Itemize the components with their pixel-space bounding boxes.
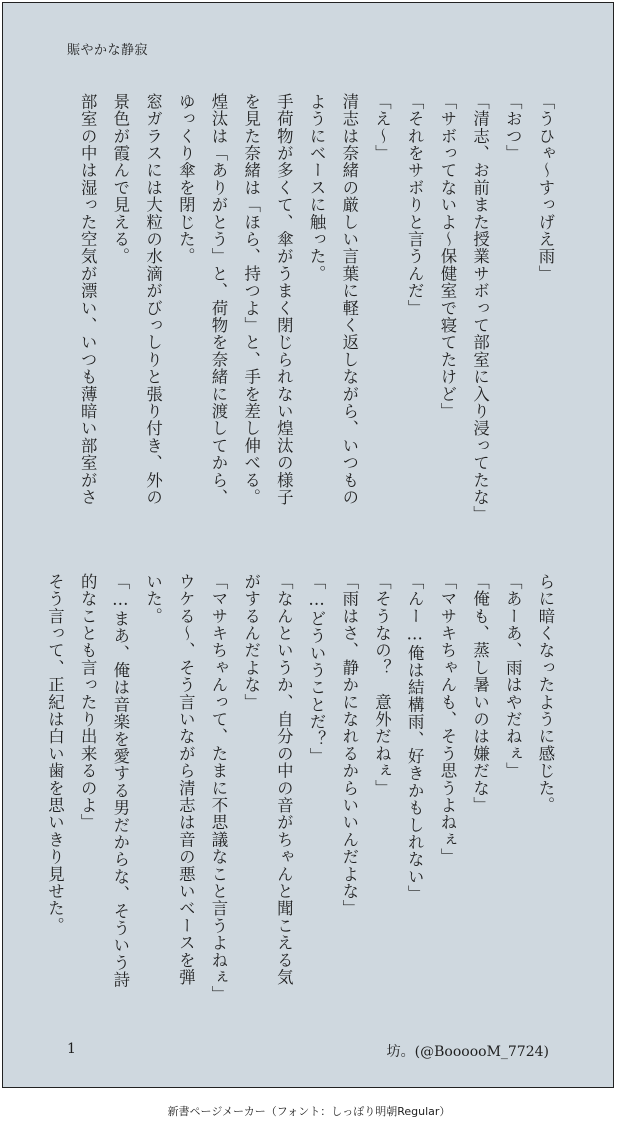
text-line: 窓ガラスには大粒の水滴がびっしりと張り付き、外の — [143, 93, 163, 506]
text-line: 「え〜」 — [372, 93, 392, 162]
text-line: 「そうなの？ 意外だねぇ」 — [372, 573, 392, 797]
generator-caption: 新書ページメーカー（フォント：しっぽり明朝Regular） — [167, 1105, 451, 1118]
text-line: 「あーあ、雨はやだねぇ」 — [503, 573, 523, 780]
text-line: 「うひゃ〜すっげえ雨」 — [536, 93, 555, 283]
text-line: 的なことも言ったり出来るのよ」 — [78, 573, 98, 831]
text-line: 「サボってないよ〜保健室で寝てたけど」 — [437, 93, 457, 420]
text-line: 煌汰は「ありがとう」と、荷物を奈緒に渡してから、 — [208, 93, 228, 506]
text-line: 「清志、お前また授業サボって部室に入り浸ってたな」 — [470, 93, 490, 523]
text-line: ウケる〜、そう言いながら清志は音の悪いベースを弾 — [176, 573, 196, 986]
text-line: そう言って、正紀は白い歯を思いきり見せた。 — [45, 573, 65, 935]
text-line: を見た奈緒は「ほら、持つよ」と、手を差し伸べる。 — [241, 93, 261, 506]
text-line: 手荷物が多くて、傘がうまく閉じられない煌汰の様子 — [274, 93, 294, 506]
text-line: 「なんというか、自分の中の音がちゃんと聞こえる気 — [274, 573, 294, 986]
text-line: 「…どういうことだ？」 — [307, 573, 327, 765]
text-line: 「マサキちゃんも、そう思うよねぇ」 — [437, 573, 457, 866]
text-line: 景色が霞んで見える。 — [110, 93, 130, 265]
text-line: 「マサキちゃんって、たまに不思議なこと言うよねぇ」 — [208, 573, 228, 1003]
text-line: 「雨はさ、静かになれるからいいんだよな」 — [339, 573, 359, 917]
text-line: 部室の中は湿った空気が漂い、いつも薄暗い部室がさ — [78, 93, 98, 506]
text-line: らに暗くなったように感じた。 — [536, 573, 555, 814]
author-credit: 坊。(@BoooooM_7724) — [386, 1044, 549, 1060]
text-line: ゆっくり傘を閉じた。 — [176, 93, 196, 265]
book-page — [2, 2, 614, 1088]
text-line: 「…まあ、俺は音楽を愛する男だからな、そういう詩 — [110, 573, 130, 989]
text-line: 「俺も、蒸し暑いのは嫌だな」 — [470, 573, 490, 814]
text-block-lower — [45, 573, 561, 1033]
page-number: 1 — [67, 1041, 76, 1057]
text-line: 清志は奈緒の厳しい言葉に軽く返しながら、いつもの — [339, 93, 359, 506]
running-title: 賑やかな静寂 — [67, 43, 149, 58]
text-block-upper — [51, 93, 561, 563]
text-line: いた。 — [143, 573, 163, 625]
text-line: 「おつ」 — [503, 93, 523, 162]
text-line: 「それをサボりと言うんだ」 — [405, 93, 425, 317]
text-line: 「んー…俺は結構雨、好きかもしれない」 — [405, 573, 425, 903]
text-line: ようにベースに触った。 — [307, 93, 327, 283]
text-line: がするんだよな」 — [241, 573, 261, 711]
